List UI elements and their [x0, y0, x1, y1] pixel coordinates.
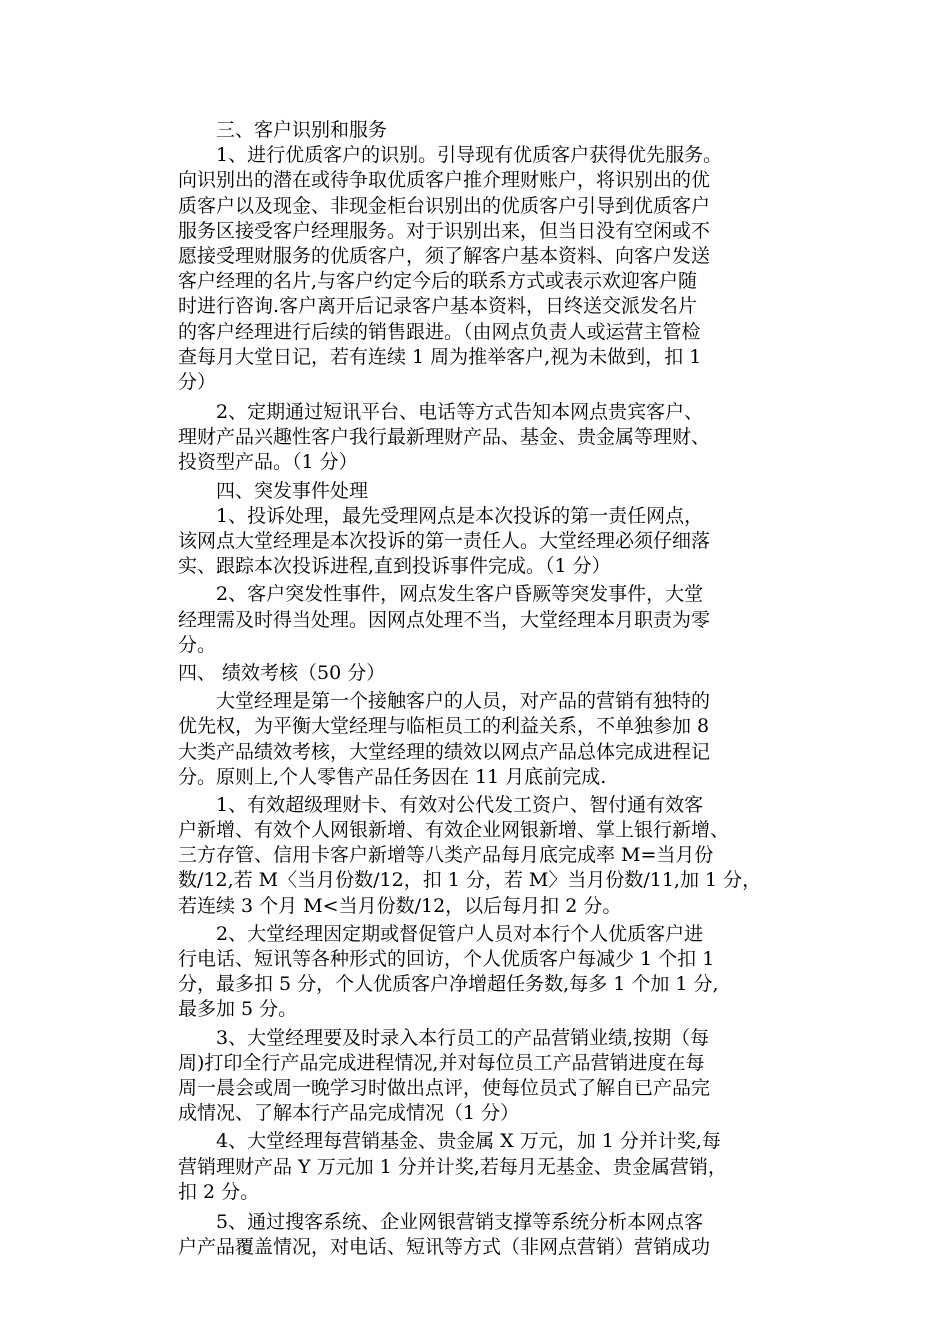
paragraph-line: 经理需及时得当处理。因网点处理不当，大堂经理本月职责为零	[178, 608, 711, 631]
paragraph-line: 周)打印全行产品完成进程情况,并对每位员工产品营销进度在每	[178, 1051, 705, 1074]
paragraph-line: 向识别出的潜在或待争取优质客户推介理财账户，将识别出的优	[178, 169, 711, 192]
paragraph-line: 愿接受理财服务的优质客户，须了解客户基本资料、向客户发送	[178, 244, 711, 267]
paragraph-line: 最多加 5 分。	[178, 998, 298, 1021]
paragraph-line: 数/12,若 M〈当月份数/12，扣 1 分，若 M〉当月份数/11,加 1 分，	[178, 869, 762, 892]
paragraph-line: 优先权，为平衡大堂经理与临柜员工的利益关系，不单独参加 8	[178, 715, 710, 738]
paragraph-line: 质客户以及现金、非现金柜台识别出的优质客户引导到优质客户	[178, 194, 711, 217]
paragraph-line: 1、有效超级理财卡、有效对公代发工资户、智付通有效客	[216, 793, 704, 816]
paragraph-line: 营销理财产品 Y 万元加 1 分并计奖,若每月无基金、贵金属营销，	[178, 1155, 727, 1178]
paragraph-line: 若连续 3 个月 M<当月份数/12，以后每月扣 2 分。	[178, 894, 622, 917]
section-heading-performance: 四、 绩效考核（50 分）	[178, 661, 386, 684]
paragraph-line: 3、大堂经理要及时录入本行员工的产品营销业绩,按期（每	[216, 1026, 710, 1049]
paragraph-line: 周一晨会或周一晚学习时做出点评，使每位员式了解自已产品完	[178, 1076, 711, 1099]
paragraph-line: 三方存管、信用卡客户新增等八类产品每月底完成率 M=当月份	[178, 844, 714, 867]
paragraph-line: 扣 2 分。	[178, 1180, 260, 1203]
paragraph-line: 分。	[178, 633, 217, 656]
paragraph-line: 分）	[178, 370, 217, 393]
paragraph-line: 5、通过搜客系统、企业网银营销支撑等系统分析本网点客	[216, 1210, 704, 1233]
paragraph-line: 分。原则上,个人零售产品任务因在 11 月底前完成.	[178, 765, 607, 788]
paragraph-line: 成情况、了解本行产品完成情况（1 分）	[178, 1102, 520, 1125]
paragraph-line: 2、大堂经理因定期或督促管户人员对本行个人优质客户进	[216, 922, 704, 945]
paragraph-line: 大堂经理是第一个接触客户的人员，对产品的营销有独特的	[216, 690, 711, 713]
section-heading-customer-service: 三、客户识别和服务	[216, 119, 388, 141]
paragraph-line: 2、定期通过短讯平台、电话等方式告知本网点贵宾客户、	[216, 401, 704, 424]
paragraph-line: 投资型产品。（1 分）	[178, 451, 358, 474]
paragraph-line: 户产品覆盖情况，对电话、短讯等方式（非网点营销）营销成功	[178, 1236, 711, 1259]
paragraph-line: 实、跟踪本次投诉进程,直到投诉事件完成。（1 分）	[178, 555, 611, 578]
section-heading-emergency: 四、突发事件处理	[216, 479, 369, 502]
document-body	[178, 118, 818, 1260]
paragraph-line: 户新增、有效个人网银新增、有效企业网银新增、掌上银行新增、	[178, 819, 730, 842]
paragraph-line: 客户经理的名片,与客户约定今后的联系方式或表示欢迎客户随	[178, 270, 698, 293]
paragraph-line: 1、投诉处理，最先受理网点是本次投诉的第一责任网点，	[216, 504, 704, 527]
paragraph-line: 理财产品兴趣性客户我行最新理财产品、基金、贵金属等理财、	[178, 426, 711, 449]
paragraph-line: 时进行咨询.客户离开后记录客户基本资料，日终送交派发名片	[178, 295, 698, 318]
paragraph-line: 该网点大堂经理是本次投诉的第一责任人。大堂经理必须仔细落	[178, 530, 711, 552]
paragraph-line: 服务区接受客户经理服务。对于识别出来，但当日没有空闲或不	[178, 219, 711, 242]
paragraph-line: 的客户经理进行后续的销售跟进。（由网点负责人或运营主管检	[178, 320, 701, 343]
paragraph-line: 大类产品绩效考核，大堂经理的绩效以网点产品总体完成进程记	[178, 740, 711, 763]
paragraph-line: 行电话、短讯等各种形式的回访，个人优质客户每减少 1 个扣 1	[178, 948, 715, 970]
paragraph-line: 1、进行优质客户的识别。引导现有优质客户获得优先服务。	[216, 144, 723, 167]
paragraph-line: 分，最多扣 5 分，个人优质客户净增超任务数,每多 1 个加 1 分,	[178, 973, 719, 996]
paragraph-line: 2、客户突发性事件，网点发生客户昏厥等突发事件，大堂	[216, 583, 704, 606]
paragraph-line: 4、大堂经理每营销基金、贵金属 X 万元，加 1 分并计奖,每	[216, 1130, 721, 1153]
paragraph-line: 查每月大堂日记，若有连续 1 周为推举客户,视为未做到，扣 1	[178, 345, 702, 368]
